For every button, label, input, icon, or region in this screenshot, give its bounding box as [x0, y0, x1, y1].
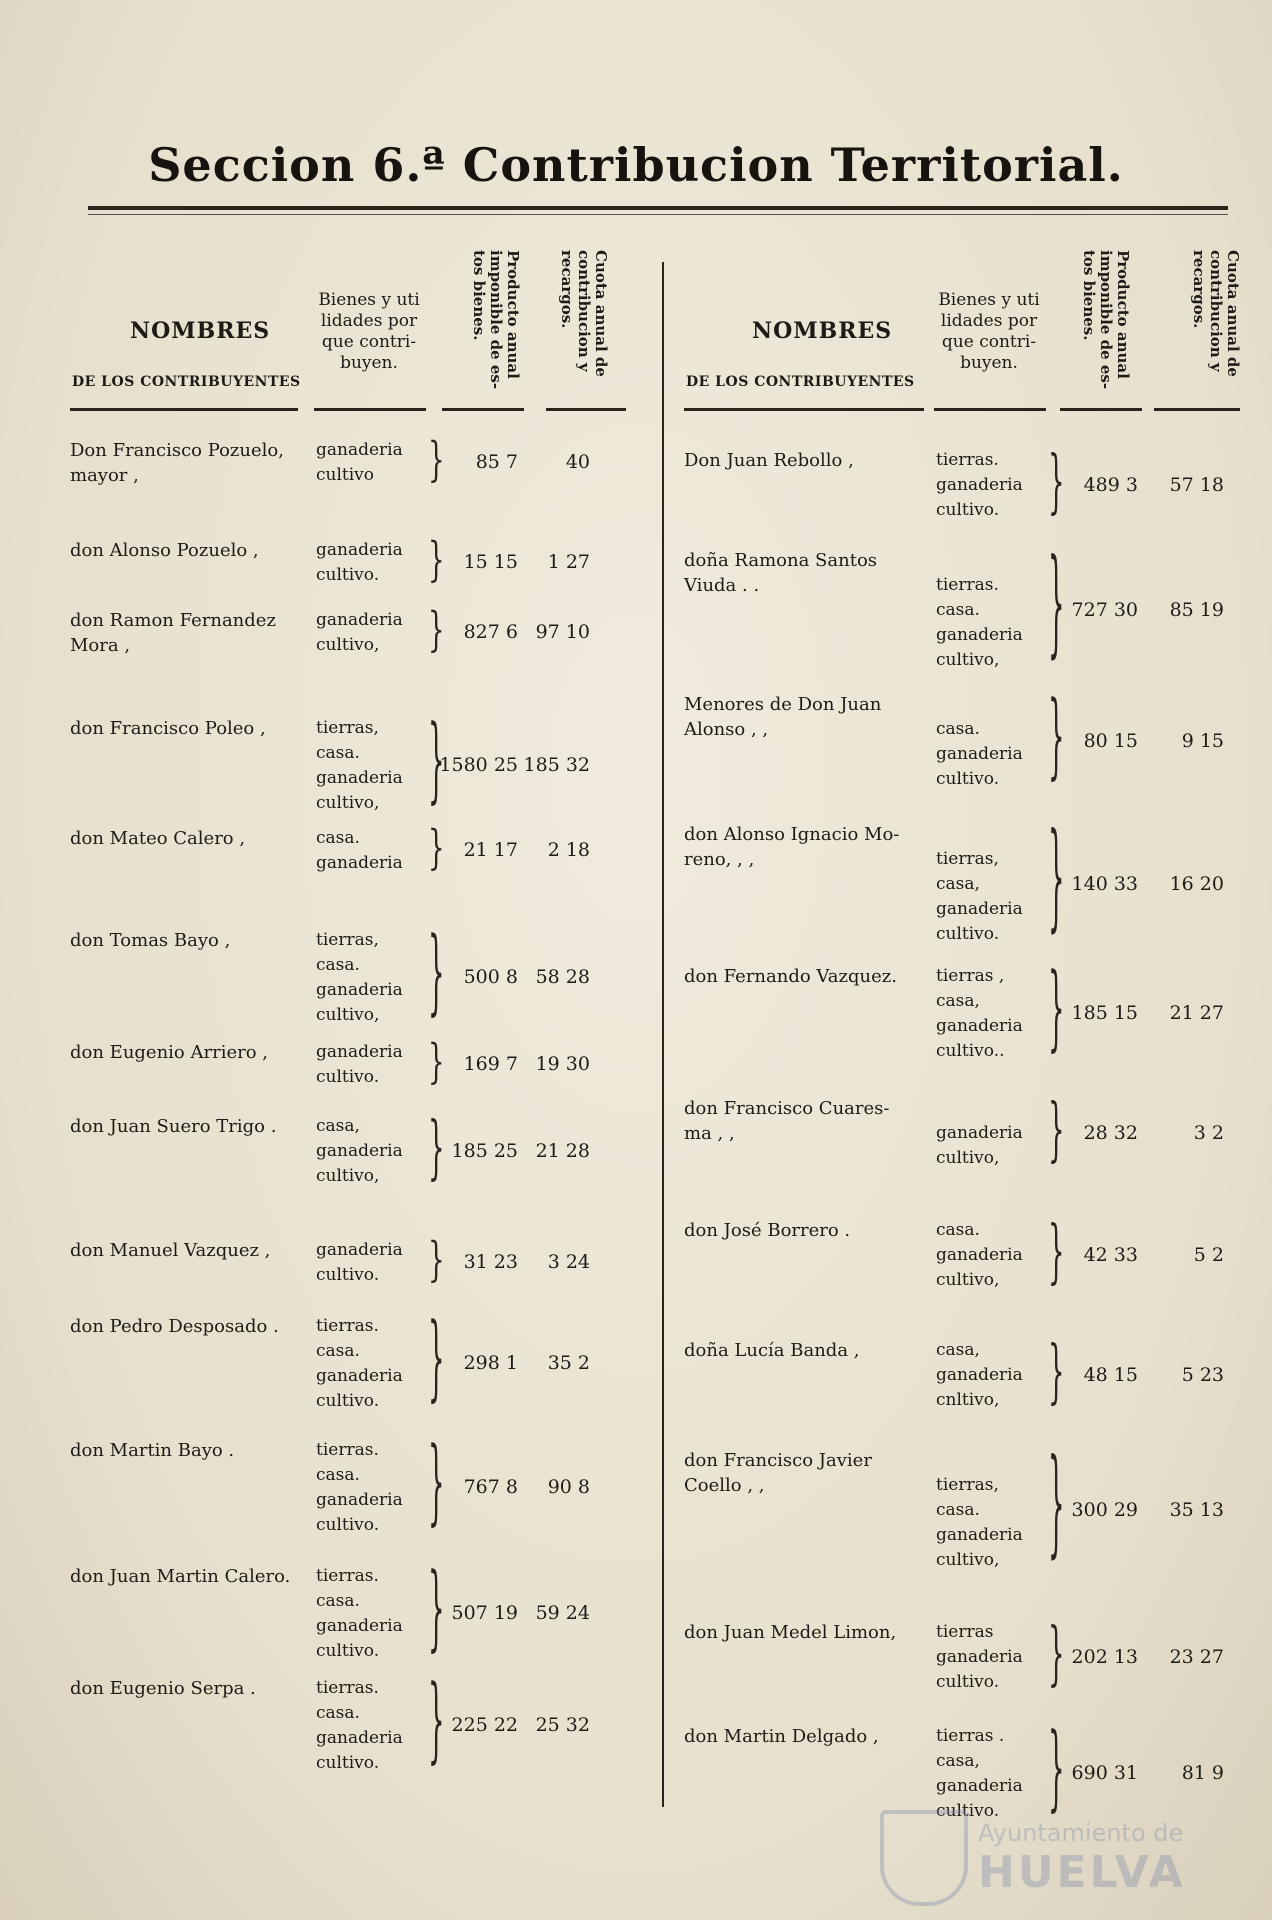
contributor-name: don Juan Suero Trigo . — [70, 1116, 277, 1137]
cuota-anual: 5 23 — [1181, 1363, 1224, 1386]
cuota-anual: 21 27 — [1169, 1002, 1224, 1024]
contributor-name: don Martin Delgado , — [684, 1726, 879, 1747]
assets-list: tierras, casa, ganaderia cultivo. — [936, 849, 1023, 944]
cuota-anual: 185 32 — [523, 754, 590, 776]
assets-list: tierras. casa. ganaderia cultivo, — [936, 575, 1023, 670]
cuota-anual: 59 24 — [535, 1602, 590, 1624]
contributor-name: don Manuel Vazquez , — [70, 1240, 271, 1261]
watermark-line1: Ayuntamiento de — [978, 1818, 1184, 1847]
cuota-anual: 90 8 — [547, 1476, 590, 1498]
header-rule — [442, 408, 524, 411]
header-rule — [934, 408, 1046, 411]
title-rule — [88, 206, 1228, 210]
header-rule — [684, 408, 924, 411]
producto-anual: 185 15 — [1071, 1002, 1138, 1024]
producto-anual: 15 15 — [463, 551, 518, 573]
brace-mark: } — [428, 604, 445, 659]
cuota-anual: 21 28 — [535, 1139, 590, 1162]
contributor-name: doña Ramona Santos Viuda . . — [684, 550, 878, 596]
producto-anual: 767 8 — [463, 1476, 518, 1498]
assets-list: ganaderia cultivo, — [316, 610, 403, 655]
cuota-anual: 9 15 — [1181, 730, 1224, 752]
assets-list: tierras. casa. ganaderia cultivo. — [316, 1440, 403, 1535]
brace-mark: } — [428, 1668, 445, 1776]
contributor-name: don Ramon Fernandez Mora , — [70, 610, 276, 656]
header-cuota: Cuota anual de contribucion y recargos. — [1190, 250, 1242, 377]
right-table — [684, 248, 1244, 1824]
cuota-anual: 57 18 — [1169, 473, 1224, 496]
brace-mark: } — [1048, 1614, 1065, 1696]
producto-anual: 140 33 — [1071, 872, 1138, 895]
contributor-name: don Francisco Poleo , — [70, 718, 266, 739]
contributor-name: Don Juan Rebollo , — [684, 450, 854, 471]
brace-mark: } — [428, 1430, 445, 1538]
contributor-name: Menores de Don Juan Alonso , , — [684, 694, 882, 740]
producto-anual: 42 33 — [1083, 1243, 1138, 1266]
contributor-name: doña Lucía Banda , — [684, 1340, 860, 1361]
header-rule — [1060, 408, 1142, 411]
column-divider — [662, 262, 664, 1807]
producto-anual: 169 7 — [463, 1053, 518, 1075]
brace-mark: } — [428, 1556, 445, 1664]
producto-anual: 80 15 — [1083, 730, 1138, 752]
brace-mark: } — [1048, 956, 1065, 1064]
cuota-anual: 35 13 — [1169, 1498, 1224, 1521]
assets-list: casa. ganaderia cultivo, — [936, 1220, 1023, 1290]
contributor-name: don Fernando Vazquez. — [684, 966, 897, 987]
producto-anual: 28 32 — [1083, 1121, 1138, 1144]
producto-anual: 225 22 — [451, 1714, 518, 1736]
cuota-anual: 3 2 — [1193, 1121, 1224, 1144]
assets-list: ganaderia cultivo. — [316, 1042, 403, 1087]
producto-anual: 507 19 — [451, 1602, 518, 1624]
cuota-anual: 35 2 — [547, 1352, 590, 1374]
contributor-name: don Mateo Calero , — [70, 828, 246, 849]
left-table-header — [70, 248, 640, 418]
brace-mark: } — [1048, 1332, 1065, 1414]
producto-anual: 489 3 — [1083, 473, 1138, 496]
header-producto: Producto anual imponible de es-tos bienes. — [1080, 250, 1132, 390]
brace-mark: } — [428, 708, 445, 816]
producto-anual: 1580 25 — [439, 754, 518, 776]
header-producto: Producto anual imponible de es-tos bienes. — [470, 250, 522, 390]
contributor-name: don Juan Martin Calero. — [70, 1566, 291, 1587]
header-contribuyentes: DE LOS CONTRIBUYENTES — [686, 374, 915, 390]
brace-mark: } — [428, 434, 445, 489]
cuota-anual: 25 32 — [535, 1714, 590, 1736]
assets-list: tierras. casa. ganaderia cultivo. — [316, 1316, 403, 1411]
cuota-anual: 2 18 — [547, 839, 590, 861]
assets-list: casa. ganaderia cultivo. — [936, 719, 1023, 789]
contributor-name: Don Francisco Pozuelo, mayor , — [70, 440, 284, 486]
producto-anual: 690 31 — [1071, 1762, 1138, 1784]
cuota-anual: 23 27 — [1169, 1645, 1224, 1668]
assets-list: casa. ganaderia — [316, 828, 403, 873]
contributor-name: don Eugenio Serpa . — [70, 1678, 256, 1699]
watermark — [880, 1810, 1186, 1906]
brace-mark: } — [428, 822, 445, 877]
header-nombres: NOMBRES — [752, 318, 893, 344]
contributor-name: don Alonso Pozuelo , — [70, 540, 259, 561]
header-rule — [70, 408, 298, 411]
cuota-anual: 19 30 — [535, 1053, 590, 1075]
contributor-name: don José Borrero . — [684, 1220, 851, 1241]
title-rule-thin — [88, 214, 1228, 215]
producto-anual: 48 15 — [1083, 1363, 1138, 1386]
assets-list: tierras. ganaderia cultivo. — [936, 450, 1023, 520]
cuota-anual: 40 — [565, 451, 590, 473]
brace-mark: } — [1048, 442, 1065, 524]
brace-mark: } — [1048, 1716, 1065, 1824]
brace-mark: } — [428, 1306, 445, 1414]
header-rule — [314, 408, 426, 411]
header-rule — [546, 408, 626, 411]
brace-mark: } — [428, 920, 445, 1028]
shield-icon — [880, 1810, 968, 1906]
brace-mark: } — [1048, 1090, 1065, 1172]
cuota-anual: 1 27 — [547, 551, 590, 573]
assets-list: tierras, casa. ganaderia cultivo, — [936, 1475, 1023, 1570]
assets-list: tierras , casa, ganaderia cultivo.. — [936, 966, 1023, 1061]
producto-anual: 21 17 — [463, 839, 518, 861]
header-bienes: Bienes y uti lidades por que contri- buyen. — [318, 290, 420, 373]
brace-mark: } — [1048, 539, 1065, 673]
assets-list: tierras . casa, ganaderia cultivo. — [936, 1726, 1023, 1821]
brace-mark: } — [1048, 684, 1065, 792]
header-nombres: NOMBRES — [130, 318, 271, 344]
brace-mark: } — [428, 1108, 445, 1190]
right-table-header — [684, 248, 1244, 418]
left-table — [70, 248, 640, 1776]
header-bienes: Bienes y uti lidades por que contri- buyen. — [938, 290, 1040, 373]
producto-anual: 500 8 — [463, 966, 518, 988]
contributor-name: don Tomas Bayo , — [70, 930, 231, 951]
contributor-name: don Juan Medel Limon, — [684, 1622, 897, 1643]
cuota-anual: 85 19 — [1169, 598, 1224, 621]
brace-mark: } — [428, 534, 445, 589]
assets-list: ganaderia cultivo. — [316, 540, 403, 585]
producto-anual: 202 13 — [1071, 1645, 1138, 1668]
brace-mark: } — [428, 1234, 445, 1289]
cuota-anual: 97 10 — [535, 621, 590, 643]
producto-anual: 85 7 — [475, 451, 518, 473]
producto-anual: 31 23 — [463, 1251, 518, 1273]
assets-list: tierras, casa. ganaderia cultivo, — [316, 930, 403, 1025]
cuota-anual: 5 2 — [1193, 1243, 1224, 1266]
page-title: Seccion 6.ª Contribucion Territorial. — [148, 138, 1124, 192]
contributor-name: don Pedro Desposado . — [70, 1316, 279, 1337]
contributor-name: don Alonso Ignacio Mo- reno, , , — [684, 824, 900, 870]
watermark-line2: HUELVA — [978, 1846, 1186, 1898]
assets-list: tierras. casa. ganaderia cultivo. — [316, 1678, 403, 1773]
producto-anual: 827 6 — [463, 621, 518, 643]
cuota-anual: 81 9 — [1181, 1762, 1224, 1784]
producto-anual: 185 25 — [451, 1139, 518, 1162]
cuota-anual: 3 24 — [547, 1251, 590, 1273]
assets-list: tierras. casa. ganaderia cultivo. — [316, 1566, 403, 1661]
assets-list: casa, ganaderia cnltivo, — [936, 1340, 1023, 1410]
brace-mark: } — [1048, 813, 1065, 947]
producto-anual: 300 29 — [1071, 1498, 1138, 1521]
producto-anual: 727 30 — [1071, 598, 1138, 621]
producto-anual: 298 1 — [463, 1352, 518, 1374]
assets-list: ganaderia cultivo. — [316, 1240, 403, 1285]
brace-mark: } — [1048, 1439, 1065, 1573]
assets-list: casa, ganaderia cultivo, — [316, 1116, 403, 1186]
assets-list: tierras, casa. ganaderia cultivo, — [316, 718, 403, 813]
contributor-name: don Francisco Cuares- ma , , — [684, 1098, 890, 1144]
cuota-anual: 16 20 — [1169, 872, 1224, 895]
assets-list: ganaderia cultivo, — [936, 1123, 1023, 1168]
header-rule — [1154, 408, 1240, 411]
contributor-name: don Martin Bayo . — [70, 1440, 235, 1461]
header-cuota: Cuota anual de contribucion y recargos. — [558, 250, 610, 377]
brace-mark: } — [1048, 1212, 1065, 1294]
contributor-name: don Eugenio Arriero , — [70, 1042, 268, 1063]
assets-list: tierras ganaderia cultivo. — [936, 1622, 1023, 1692]
brace-mark: } — [428, 1036, 445, 1091]
assets-list: ganaderia cultivo — [316, 440, 403, 485]
header-contribuyentes: DE LOS CONTRIBUYENTES — [72, 374, 301, 390]
cuota-anual: 58 28 — [535, 966, 590, 988]
contributor-name: don Francisco Javier Coello , , — [684, 1450, 872, 1496]
